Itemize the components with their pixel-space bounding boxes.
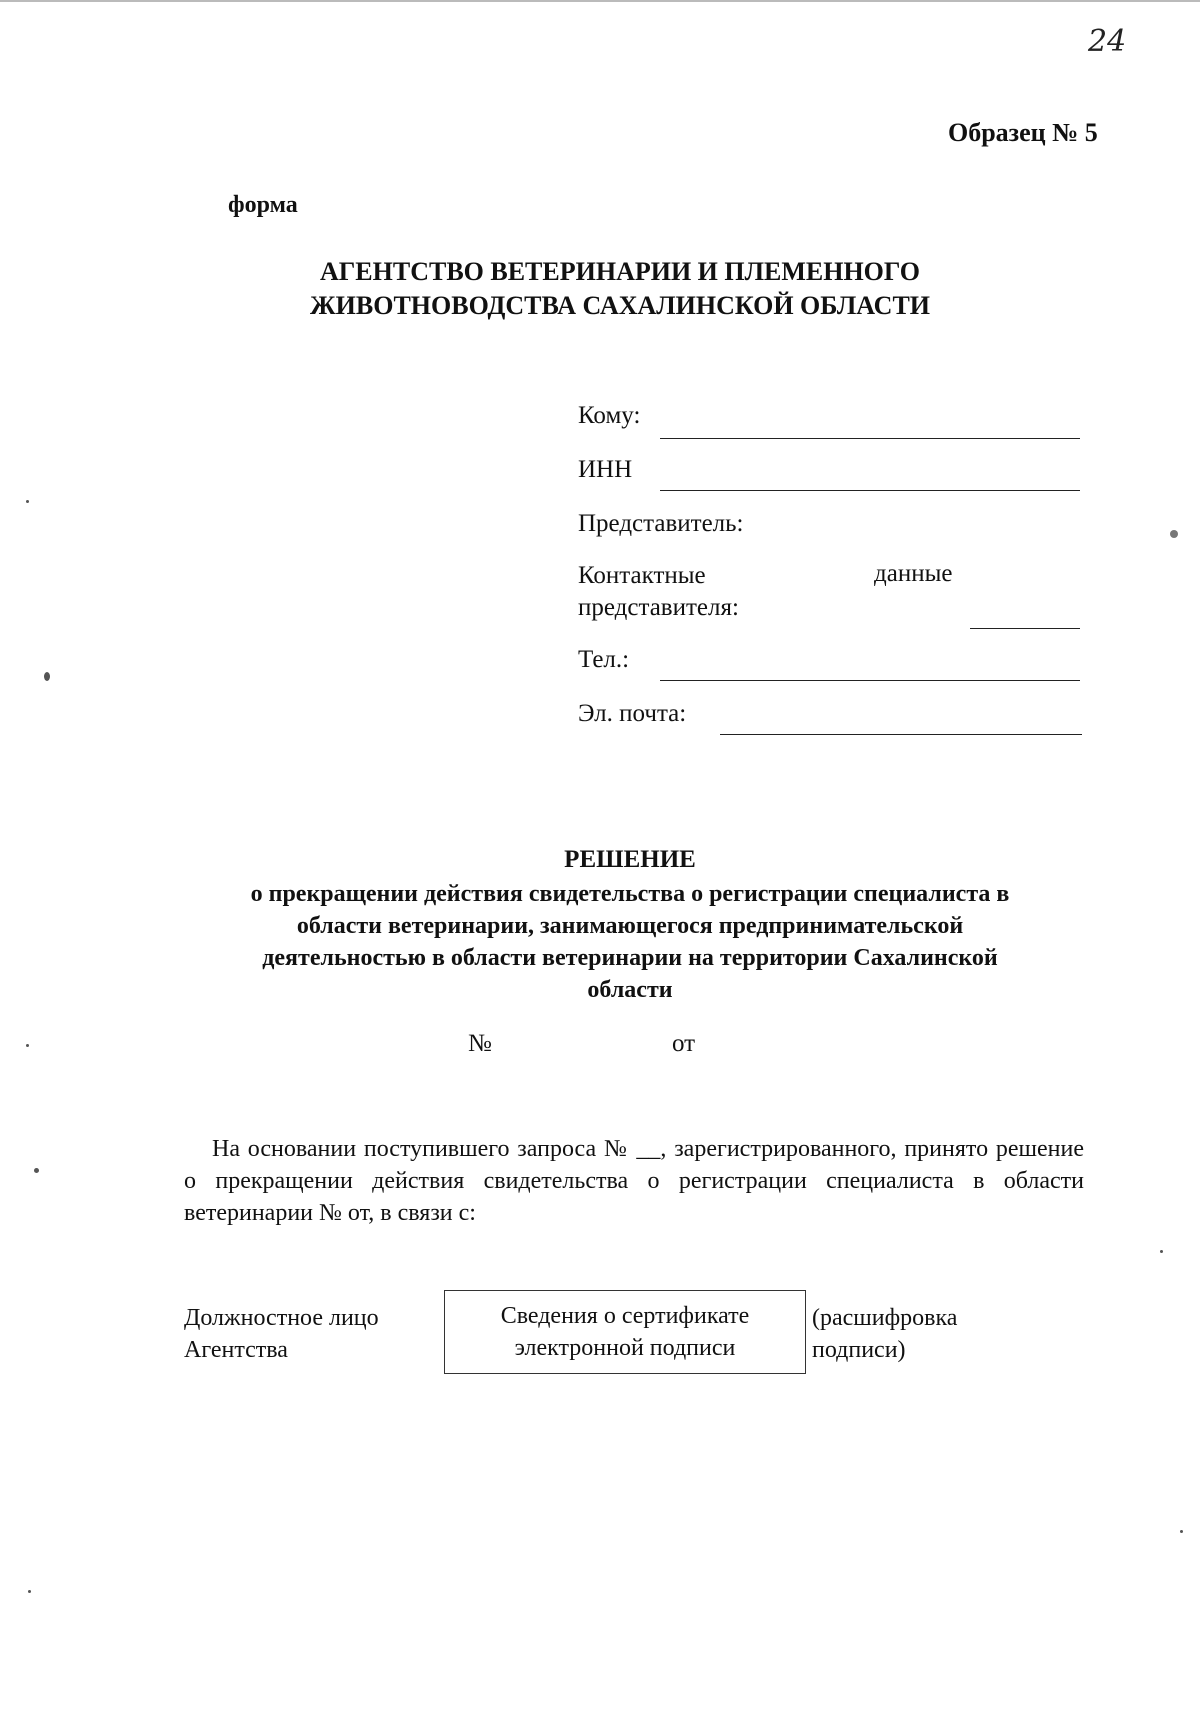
decision-from-label: от: [672, 1030, 696, 1057]
phone-line: [660, 680, 1080, 681]
decision-subtitle-line-4: области: [587, 977, 673, 1003]
scan-speck: [1160, 1250, 1163, 1253]
contacts-label-word2: данные: [874, 560, 953, 587]
page-number-handwritten: 24: [1088, 24, 1127, 59]
decision-number-label: №: [468, 1030, 492, 1057]
signature-decoding: [812, 1302, 957, 1366]
electronic-signature-box: [444, 1290, 806, 1374]
contacts-line: [970, 628, 1080, 629]
scan-top-edge: [0, 0, 1200, 2]
phone-label: Тел.:: [578, 646, 630, 673]
official-label-line-2: Агентства: [184, 1337, 288, 1363]
agency-line-1: АГЕНТСТВО ВЕТЕРИНАРИИ И ПЛЕМЕННОГО: [319, 257, 921, 286]
email-line: [720, 734, 1082, 735]
decision-subtitle-line-3: деятельностью в области ветеринарии на территории Сахалинской: [262, 945, 998, 971]
contacts-label-line2: представителя:: [578, 594, 739, 621]
scan-speck: [1180, 1530, 1183, 1533]
scan-speck: [44, 672, 50, 681]
decision-body-text: На основании поступившего запроса № __, зарегистрированного, принято решение о прекращении действия свидетельства о регистрации специалиста в области ветеринарии № от, в связи с:: [184, 1136, 1084, 1226]
agency-header: [220, 255, 1020, 323]
decision-subtitle-line-1: о прекращении действия свидетельства о регистрации специалиста в: [250, 881, 1010, 907]
inn-line: [660, 490, 1080, 491]
agency-line-2: ЖИВОТНОВОДСТВА САХАЛИНСКОЙ ОБЛАСТИ: [309, 291, 931, 320]
scan-speck: [28, 1590, 31, 1593]
scan-speck: [1170, 530, 1178, 538]
decision-subtitle-line-2: области ветеринарии, занимающегося предпринимательской: [296, 913, 964, 939]
signature-decoding-line-2: подписи): [812, 1337, 906, 1363]
decision-subtitle: [170, 878, 1090, 1006]
scan-speck: [34, 1168, 39, 1173]
official-label: [184, 1302, 379, 1366]
sample-label: Образец № 5: [948, 118, 1098, 147]
to-line: [660, 438, 1080, 439]
to-label: Кому:: [578, 402, 641, 429]
representative-label: Представитель:: [578, 510, 744, 537]
certificate-info-line-2: электронной подписи: [514, 1335, 736, 1361]
official-label-line-1: Должностное лицо: [184, 1305, 379, 1331]
email-label: Эл. почта:: [578, 700, 687, 727]
certificate-info-line-1: Сведения о сертификате: [500, 1303, 750, 1329]
inn-label: ИНН: [578, 456, 633, 483]
decision-title: РЕШЕНИЕ: [564, 846, 696, 873]
contacts-label-word1: Контактные: [578, 562, 706, 589]
scan-speck: [26, 1044, 29, 1047]
signature-decoding-line-1: (расшифровка: [812, 1305, 958, 1331]
form-label: форма: [228, 192, 298, 218]
scan-speck: [26, 500, 29, 503]
